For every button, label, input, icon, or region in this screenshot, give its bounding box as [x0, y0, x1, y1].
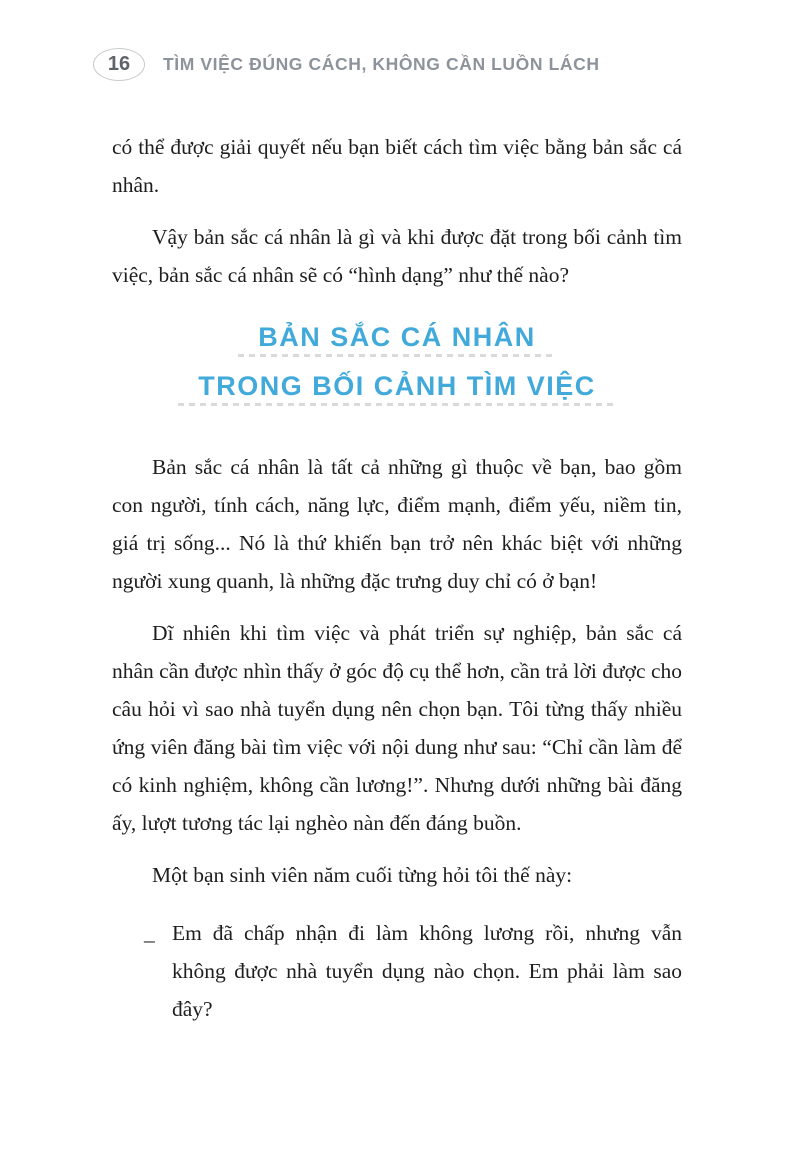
body-column	[112, 128, 682, 1028]
paragraph-context: Dĩ nhiên khi tìm việc và phát triển sự nghiệp, bản sắc cá nhân cần được nhìn thấy ở góc độ cụ thể hơn, cần trả lời được cho câu hỏi vì sao nhà tuyển dụng nên chọn bạn. Tôi từng thấy nhiều ứng viên đăng bài tìm việc với nội dung như sau: “Chỉ cần làm để có kinh nghiệm, không cần lương!”. Nhưng dưới những bài đăng ấy, lượt tương tác lại nghèo nàn đến đáng buồn.	[112, 621, 682, 835]
section-heading	[112, 324, 682, 422]
section-heading-line-2: TRONG BỐI CẢNH TÌM VIỆC	[194, 373, 600, 410]
running-title: TÌM VIỆC ĐÚNG CÁCH, KHÔNG CẦN LUỒN LÁCH	[163, 54, 600, 74]
dialogue-text: Em đã chấp nhận đi làm không lương rồi, nhưng vẫn không được nhà tuyển dụng nào chọn. Em phải làm sao đây?	[172, 921, 682, 1021]
paragraph-student-lead: Một bạn sinh viên năm cuối từng hỏi tôi thế này:	[152, 863, 573, 887]
paragraph-continuation: có thể được giải quyết nếu bạn biết cách tìm việc bằng bản sắc cá nhân.	[112, 135, 682, 197]
dialogue-item	[144, 914, 682, 1028]
section-heading-line-1: BẢN SẮC CÁ NHÂN	[254, 324, 540, 361]
paragraph-definition: Bản sắc cá nhân là tất cả những gì thuộc về bạn, bao gồm con người, tính cách, năng lực, điểm mạnh, điểm yếu, niềm tin, giá trị sống... Nó là thứ khiến bạn trở nên khác biệt với những người xung quanh, là những đặc trưng duy chỉ có ở bạn!	[112, 455, 682, 593]
paragraph-intro-question: Vậy bản sắc cá nhân là gì và khi được đặt trong bối cảnh tìm việc, bản sắc cá nhân sẽ có “hình dạng” như thế nào?	[112, 225, 682, 287]
dialogue-dash-marker: _	[144, 921, 155, 945]
page-number-badge: 16	[93, 48, 145, 81]
page-header	[0, 0, 793, 81]
